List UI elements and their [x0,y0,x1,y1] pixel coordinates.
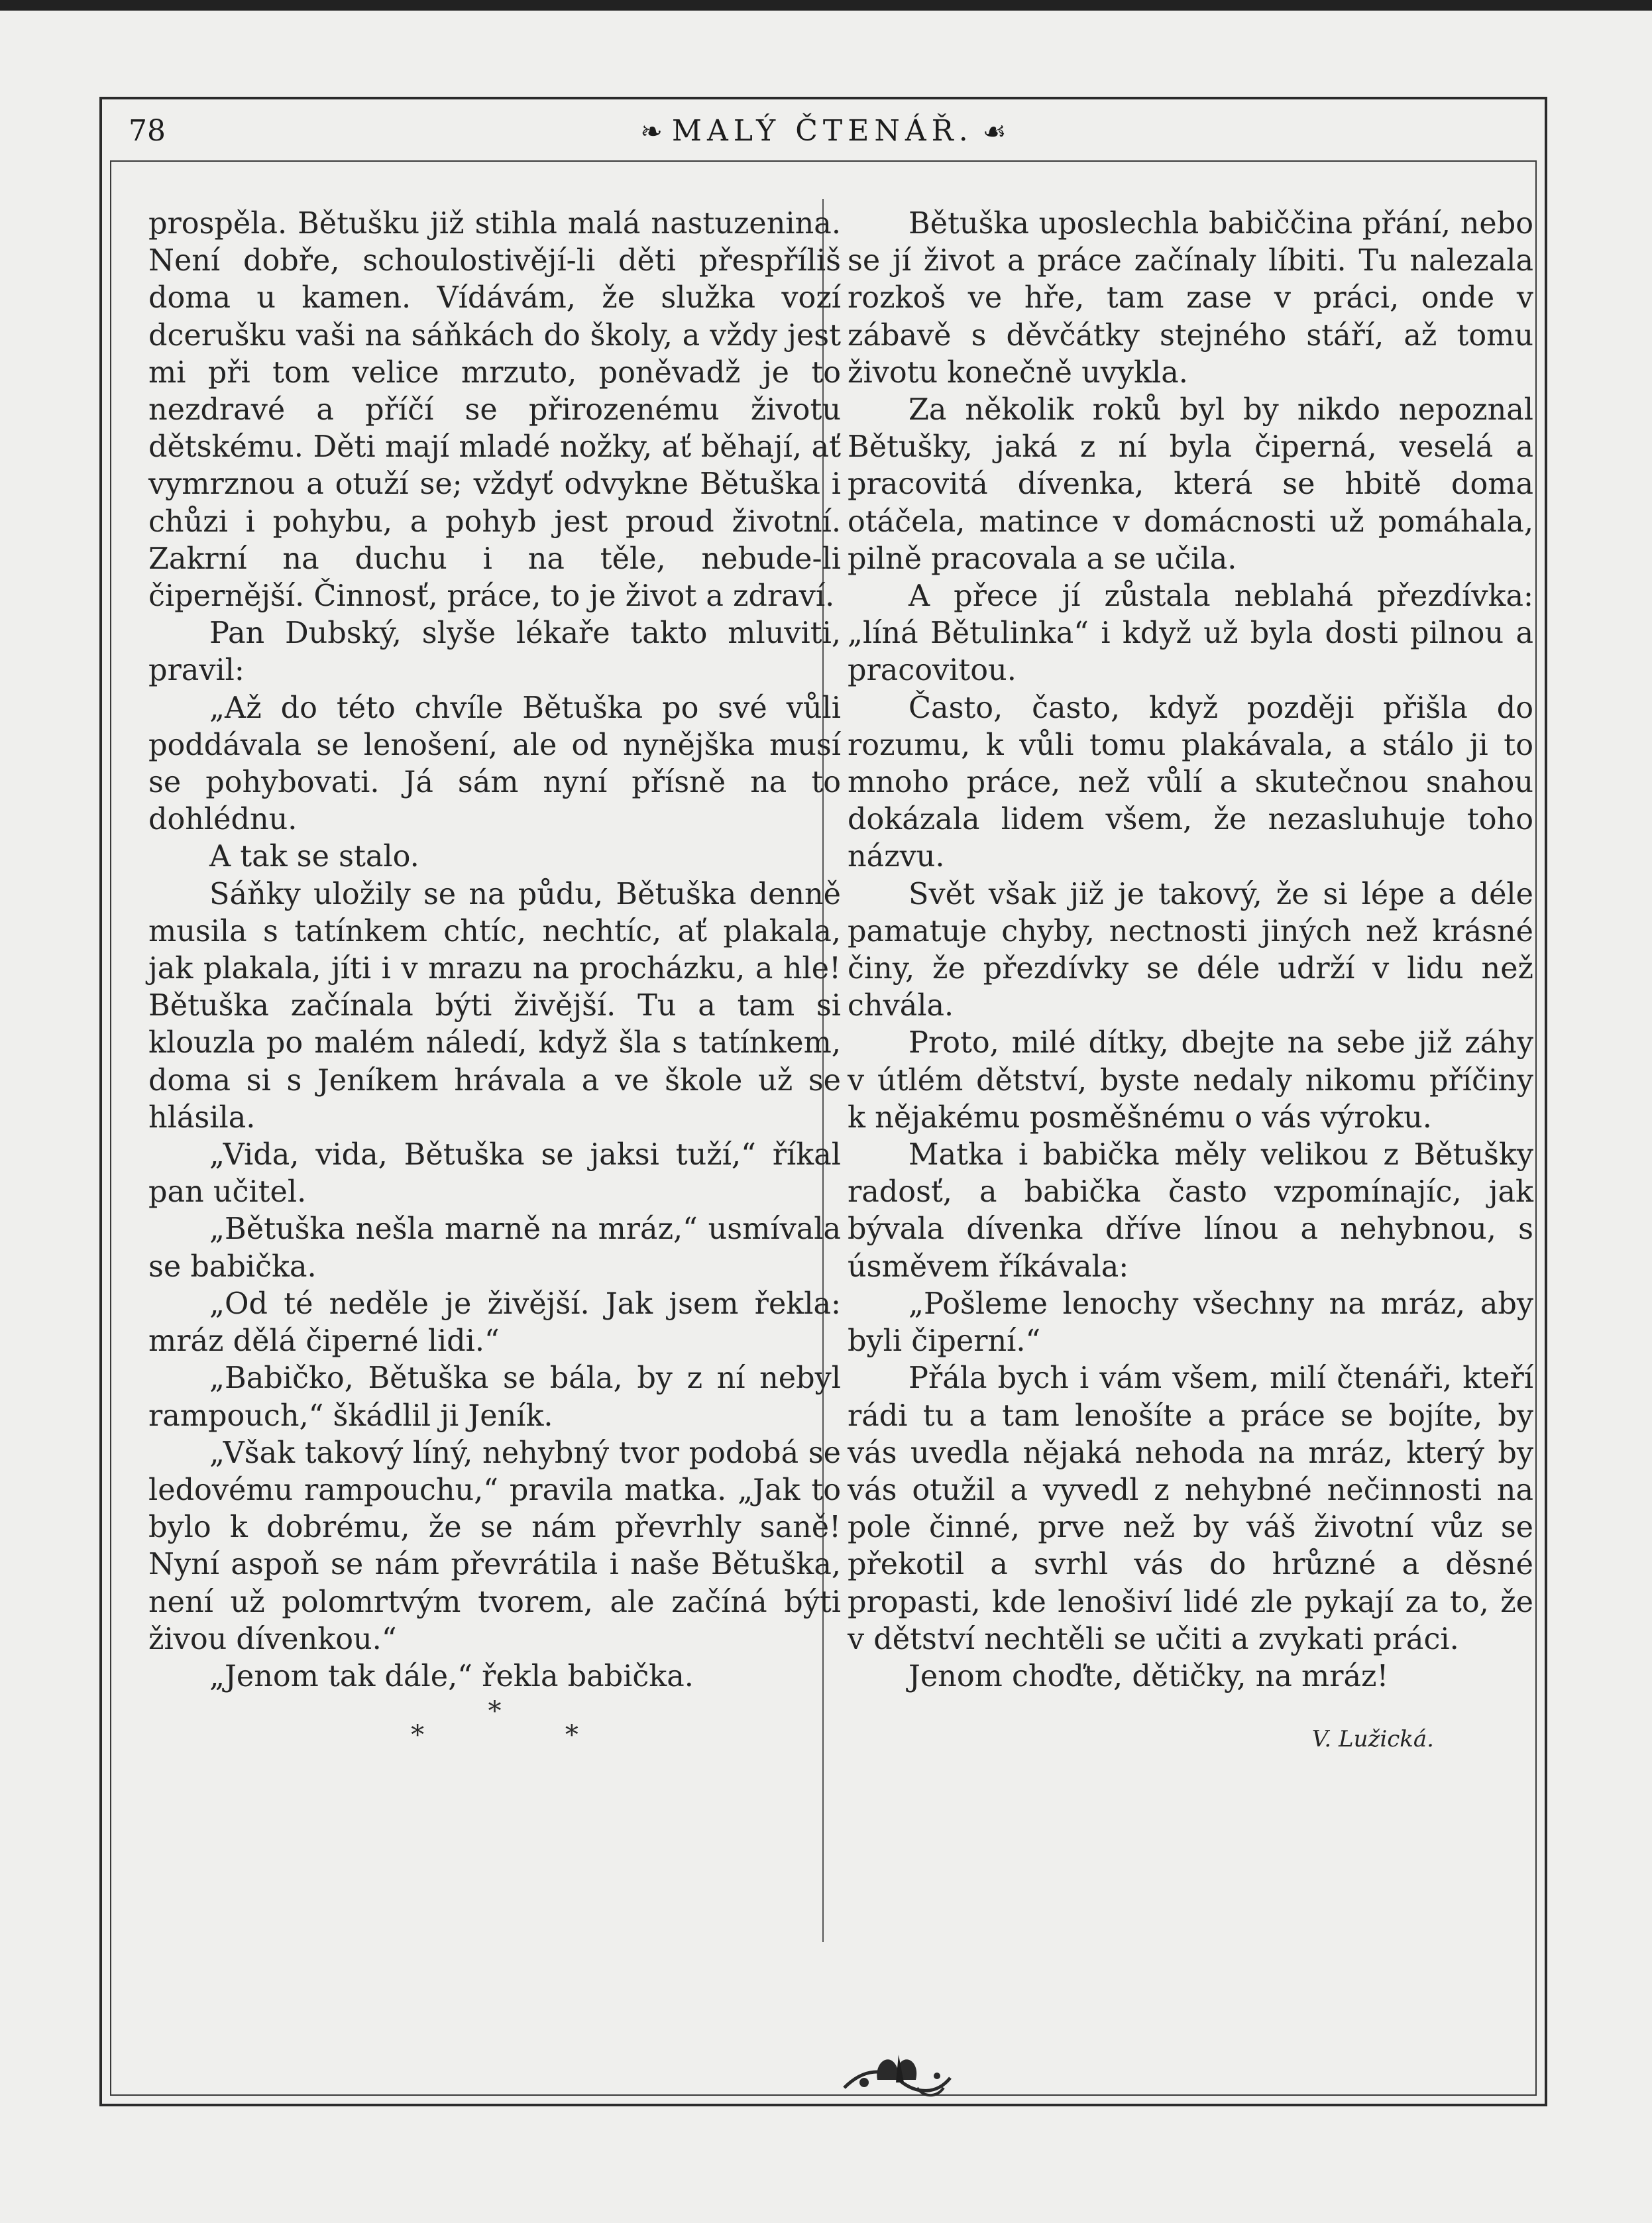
paragraph: „Od té neděle je živější. Jak jsem řekla: mráz dělá čiperné lidi.“ [148,1286,841,1359]
paragraph: „Vida, vida, Bětuška se jaksi tuží,“ říkal pan učitel. [148,1138,841,1210]
running-title-row [102,114,1545,148]
paragraph: Sáňky uložily se na půdu, Bětuška denně musila s tatínkem chtíc, nechtíc, ať plakala, jak plakala, jíti i v mrazu na procházku, a hle! Bětuška začínala býti živější. Tu a tam si klouzla po malém náledí, když šla s tatínkem, doma si s Jeníkem hrávala a ve škole už se hlásila. [148,877,841,1135]
paragraph: Bětuška uposlechla babiččina přání, nebo se jí život a práce začínaly líbiti. Tu nalezala rozkoš ve hře, tam zase v práci, onde v zábavě s děvčátky stejného stáří, až tomu životu konečně uvykla. [848,207,1533,390]
paragraph: „Však takový líný, nehybný tvor podobá se ledovému rampouchu,“ pravila matka. „Jak to bylo k dobrému, že se nám převrhly saně! Nyní aspoň se nám převrátila i naše Bětuška, není už polomrtvým tvorem, ale začíná býti živou dívenkou.“ [148,1436,841,1656]
paragraph: „Až do této chvíle Bětuška po své vůli poddávala se lenošení, ale od nynějška musí se pohybovati. Já sám nyní přísně na to dohlédnu. [148,691,841,837]
paragraph: „Jenom tak dále,“ řekla babička. [209,1659,694,1693]
paragraph: Za několik roků byl by nikdo nepoznal Bětušky, jaká z ní byla čiperná, veselá a pracovitá dívenka, která se hbitě doma otáčela, matince v domácnosti už pomáhala, pilně pracovala a se učila. [848,393,1533,576]
paragraph: Proto, milé dítky, dbejte na sebe již záhy v útlém dětství, byste nedaly nikomu příčiny k nějakému posměšnému o vás výroku. [848,1026,1533,1135]
author-signature: V. Lužická. [1311,1726,1434,1753]
page-frame [99,97,1547,2106]
right-column [848,205,1533,1758]
page-number: 78 [129,114,166,148]
section-break [148,1696,841,1751]
paragraph: „Bětuška nešla marně na mráz,“ usmívala se babička. [148,1212,841,1284]
ornament-right-icon: ☙ [982,117,1007,147]
page-header [102,99,1545,160]
floral-vignette-icon [838,2041,957,2101]
asterism-bottom: * * [411,1720,645,1751]
ornament-left-icon: ❧ [640,117,663,147]
paragraph: A přece jí zůstala neblahá přezdívka: „líná Bětulinka“ i když už byla dosti pilnou a pracovitou. [848,579,1533,688]
asterism-top: * [488,1696,502,1727]
paragraph: „Pošleme lenochy všechny na mráz, aby byli čiperní.“ [848,1286,1533,1359]
paragraph: Přála bych i vám všem, milí čtenáři, kteří rádi tu a tam lenošíte a práce se bojíte, by vás uvedla nějaká nehoda na mráz, který by vás otužil a vyvedl z nehybné nečinnosti na pole činné, prve než by váš životní vůz se překotil a svrhl vás do hrůzné a děsné propasti, kde lenošiví lidé zle pykají za to, že v dětství nechtěli se učiti a zvykati práci. [848,1361,1533,1656]
paragraph: Jenom choďte, dětičky, na mráz! [909,1659,1389,1693]
paragraph: Matka i babička měly velikou z Bětušky radosť, a babička často vzpomínajíc, jak bývala dívenka dříve línou a nehybnou, s úsměvem říkávala: [848,1138,1533,1284]
paragraph: A tak se stalo. [209,840,419,874]
paragraph: Často, často, když později přišla do rozumu, k vůli tomu plakávala, a stálo ji to mnoho práce, než vůlí a skutečnou snahou dokázala lidem všem, že nezasluhuje toho názvu. [848,691,1533,874]
paragraph: Svět však již je takový, že si lépe a déle pamatuje chyby, nectnosti jiných než krásné činy, že přezdívky se déle udrží v lidu než chvála. [848,877,1533,1023]
paragraph: Pan Dubský, slyše lékaře takto mluviti, pravil: [148,616,841,688]
running-title: MALÝ ČTENÁŘ. [671,114,973,148]
paragraph: „Babičko, Bětuška se bála, by z ní nebyl rampouch,“ škádlil ji Jeník. [148,1361,841,1433]
paragraph: prospěla. Bětušku již stihla malá nastuzenina. Není dobře, schoulostivějí-li děti přespříliš doma u kamen. Vídávám, že služka vozí dcerušku vaši na sáňkách do školy, a vždy jest mi při tom velice mrzuto, poněvadž je to nezdravé a příčí se přirozenému životu dětskému. Děti mají mladé nožky, ať běhají, ať vymrznou a otuží se; vždyť odvykne Bětuška i chůzi i pohybu, a pohyb jest proud životní. Zakrní na duchu i na těle, nebude-li čipernější. Činnosť, práce, to je život a zdraví. [148,207,841,614]
left-column [148,205,841,1751]
